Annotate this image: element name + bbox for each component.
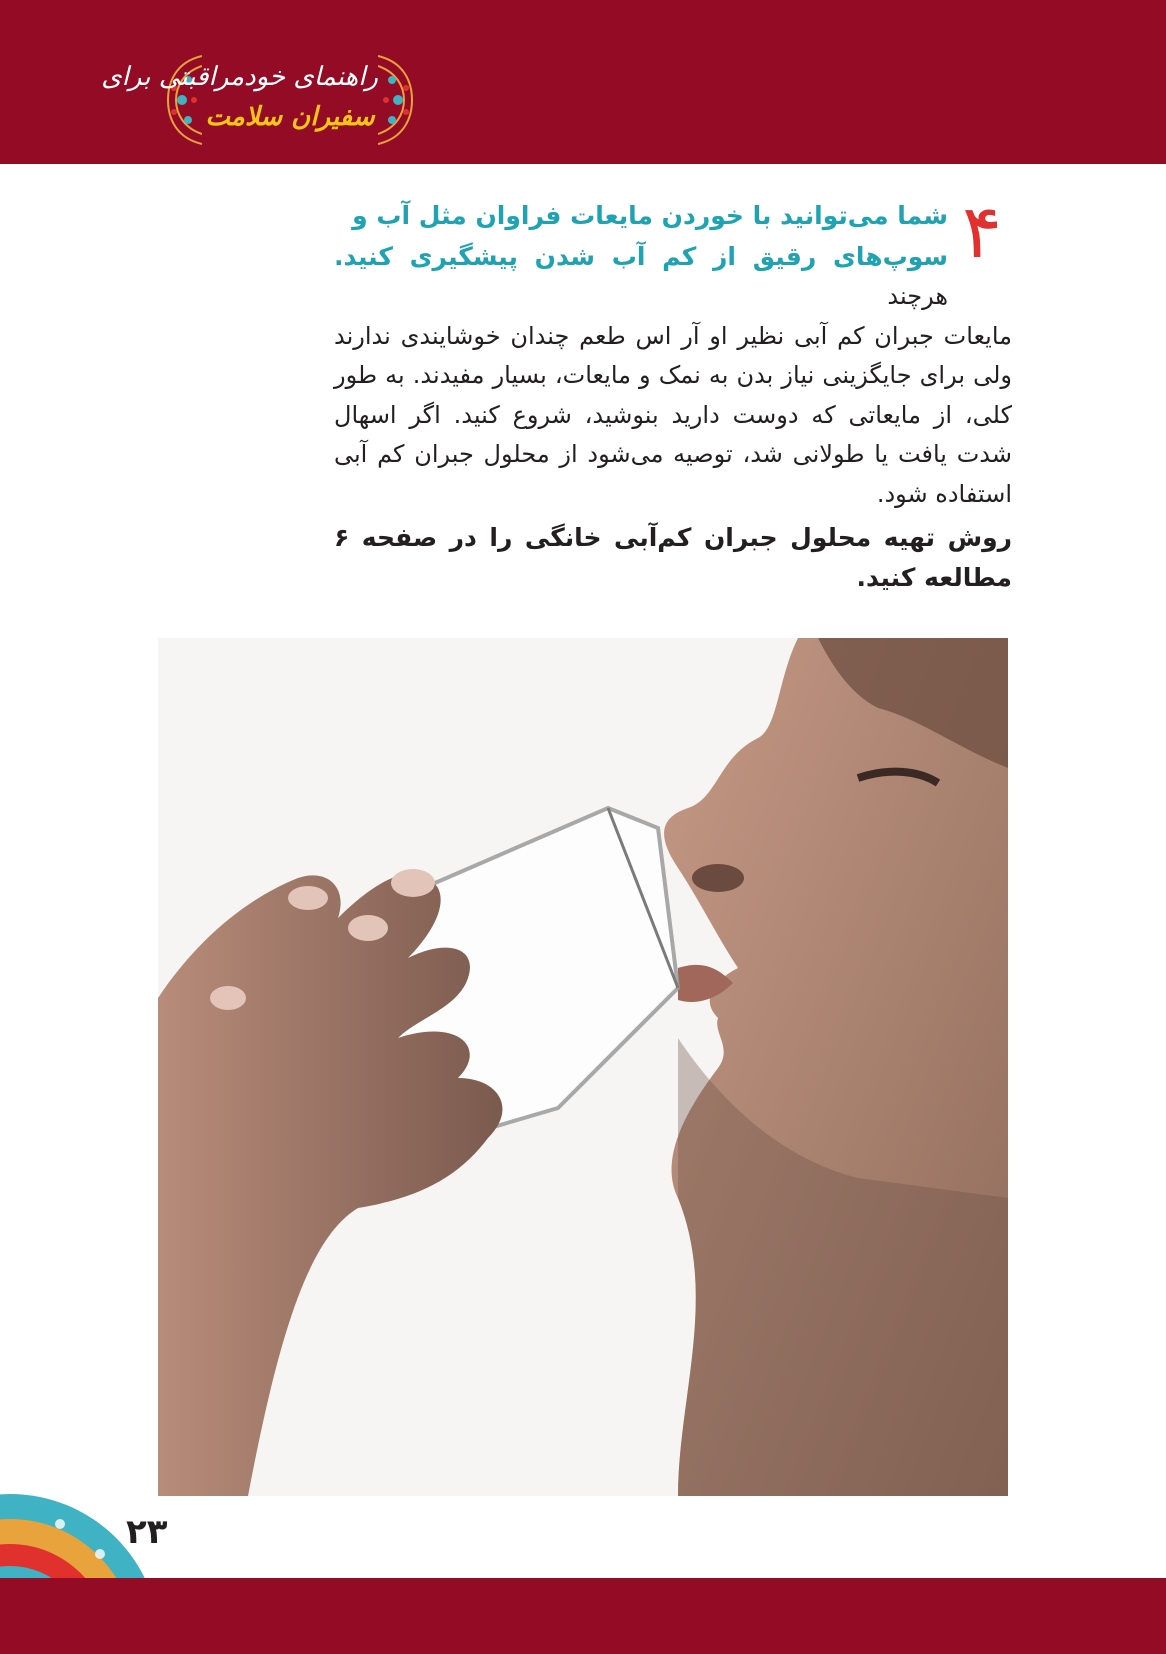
footer-bar xyxy=(0,1578,1166,1654)
book-logo xyxy=(101,52,414,148)
drinking-water-illustration xyxy=(158,638,1008,1496)
person-drinking-water-icon xyxy=(158,638,1008,1496)
mandala-right-icon xyxy=(378,52,414,148)
logo-title: راهنمای خودمراقبتی برای xyxy=(101,62,378,92)
section-number: ۴ xyxy=(962,189,1002,275)
body-text: مایعات جبران کم آبی نظیر او آر اس طعم چندان خوشایندی ندارند ولی برای جایگزینی نیاز بدن به نمک و مایعات، بسیار مفیدند. به طور کلی، از مایعاتی که دوست دارید بنوشید، شروع کنید. اگر اسهال شدت یافت یا طولانی شد، توصیه می‌شود از محلول جبران کم آبی استفاده شود. xyxy=(334,321,1012,508)
recipe-note: روش تهیه محلول جبران کم‌آبی خانگی را در صفحه ۶ مطالعه کنید. xyxy=(334,523,1012,592)
lead-tail: هرچند xyxy=(887,282,948,310)
page-number: ۲۳ xyxy=(126,1512,168,1552)
logo-subtitle: سفیران سلامت xyxy=(205,102,375,132)
section-paragraph xyxy=(334,196,1012,514)
lead-sentence-line1: شما می‌توانید با خوردن مایعات فراوان مثل آب و xyxy=(352,201,948,230)
lead-sentence-line2: سوپ‌های رقیق از کم آب شدن پیشگیری کنید. xyxy=(334,241,948,271)
